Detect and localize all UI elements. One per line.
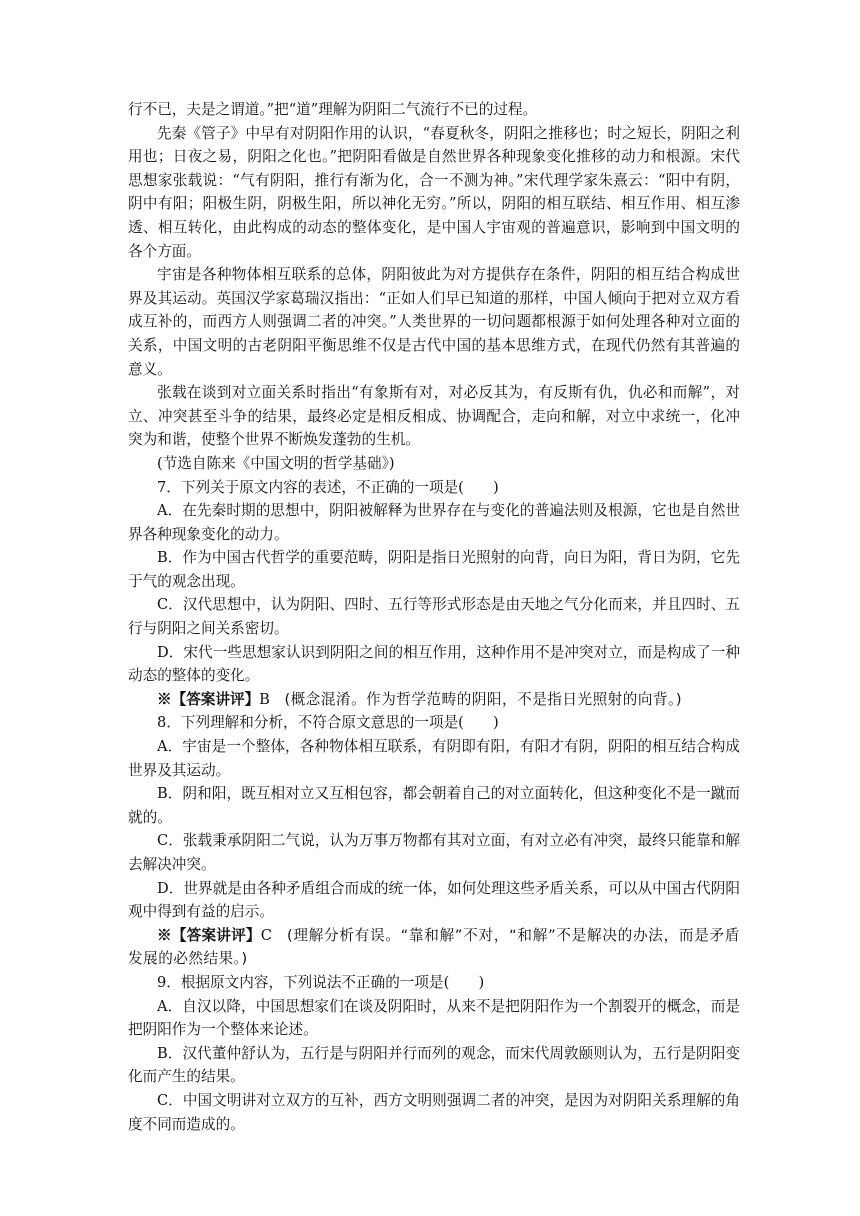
paragraph bbox=[128, 98, 740, 122]
paragraph bbox=[128, 452, 740, 476]
answer-mark: ※【答案讲评】 bbox=[157, 926, 261, 944]
answer-note: (概念混淆。作为哲学范畴的阴阳，不是指日光照射的向背。) bbox=[284, 690, 683, 708]
answer-letter: B bbox=[259, 690, 270, 708]
paragraph-text: 宇宙是各种物体相互联系的总体，阴阳彼此为对方提供存在条件，阴阳的相互结合构成世界及其运动。英国汉学家葛瑞汉指出：“正如人们早已知道的那样，中国人倾向于把对立双方看成互补的，而西方人则强调二者的冲突。”人类世界的一切问题都根源于如何处理各种对立面的关系，中国文明的古老阴阳平衡思维不仅是古代中国的基本思维方式，在现代仍然有其普遍的意义。 bbox=[128, 266, 740, 378]
paragraph-text: A．宇宙是一个整体，各种物体相互联系，有阴即有阳，有阳才有阴，阴阳的相互结合构成世界及其运动。 bbox=[128, 738, 740, 779]
paragraph-text: B．作为中国古代哲学的重要范畴，阴阳是指日光照射的向背，向日为阳，背日为阴，它先于气的观念出现。 bbox=[128, 549, 740, 590]
answer-explanation bbox=[128, 924, 740, 971]
paragraph bbox=[128, 782, 740, 829]
paragraph-text: 先秦《管子》中早有对阴阳作用的认识，“春夏秋冬，阴阳之推移也；时之短长，阴阳之利用也；日夜之易，阴阳之化也。”把阴阳看做是自然世界各种现象变化推移的动力和根源。宋代思想家张载说：“气有阴阳，推行有渐为化，合一不测为神。”宋代理学家朱熹云：“阳中有阴，阴中有阳；阳极生阴，阴极生阳，所以神化无穷。”所以，阴阳的相互联结、相互作用、相互渗透、相互转化，由此构成的动态的整体变化，是中国人宇宙观的普遍意识，影响到中国文明的各个方面。 bbox=[128, 124, 740, 260]
paragraph bbox=[128, 546, 740, 593]
paragraph-text: 行不已，夫是之谓道。”把“道”理解为阴阳二气流行不已的过程。 bbox=[128, 101, 538, 118]
paragraph-text: A．在先秦时期的思想中，阴阳被解释为世界存在与变化的普遍法则及根源，它也是自然世界各种现象变化的动力。 bbox=[128, 502, 740, 543]
paragraph bbox=[128, 122, 740, 264]
paragraph-text: C．汉代思想中，认为阴阳、四时、五行等形式形态是由天地之气分化而来，并且四时、五行与阴阳之间关系密切。 bbox=[128, 596, 740, 638]
paragraph-text: D．世界就是由各种矛盾组合而成的统一体，如何处理这些矛盾关系，可以从中国古代阴阳观中得到有益的启示。 bbox=[128, 879, 740, 921]
paragraph bbox=[128, 829, 740, 876]
paragraph bbox=[128, 971, 740, 995]
document-body bbox=[128, 98, 740, 1136]
paragraph-text: B．汉代董仲舒认为，五行是与阴阳并行而列的观念，而宋代周敦颐则认为，五行是阴阳变化而产生的结果。 bbox=[128, 1044, 740, 1086]
paragraph-text: C．中国文明讲对立双方的互补，西方文明则强调二者的冲突，是因为对阴阳关系理解的角度不同而造成的。 bbox=[128, 1091, 740, 1133]
paragraph bbox=[128, 1042, 740, 1089]
paragraph-text: D．宋代一些思想家认识到阴阳之间的相互作用，这种作用不是冲突对立，而是构成了一种动态的整体的变化。 bbox=[128, 643, 740, 685]
paragraph bbox=[128, 499, 740, 546]
answer-note: (理解分析有误。“靠和解”不对，“和解”不是解决的办法，而是矛盾发展的必然结果。) bbox=[128, 926, 740, 968]
answer-mark: ※【答案讲评】 bbox=[157, 690, 260, 708]
paragraph-text: 9．根据原文内容，下列说法不正确的一项是( ) bbox=[157, 973, 485, 991]
paragraph bbox=[128, 263, 740, 381]
paragraph bbox=[128, 711, 740, 735]
paragraph-text: C．张载秉承阴阳二气说，认为万事万物都有其对立面，有对立必有冲突，最终只能靠和解去解决冲突。 bbox=[128, 832, 740, 873]
paragraph bbox=[128, 735, 740, 782]
paragraph bbox=[128, 593, 740, 640]
paragraph bbox=[128, 995, 740, 1042]
paragraph bbox=[128, 381, 740, 452]
paragraph bbox=[128, 877, 740, 924]
paragraph-text: 张载在谈到对立面关系时指出“有象斯有对，对必反其为，有反斯有仇，仇必和而解”，对立、冲突甚至斗争的结果，最终必定是相反相成、协调配合，走向和解，对立中求统一，化冲突为和谐，使整个世界不断焕发蓬勃的生机。 bbox=[128, 384, 740, 449]
paragraph-text: 7．下列关于原文内容的表述，不正确的一项是( ) bbox=[157, 478, 499, 496]
answer-explanation bbox=[128, 688, 740, 712]
paragraph-text: 8．下列理解和分析，不符合原文意思的一项是( ) bbox=[157, 714, 499, 732]
paragraph-text: B．阴和阳，既互相对立又互相包容，都会朝着自己的对立面转化，但这种变化不是一蹴而就的。 bbox=[128, 785, 740, 826]
paragraph bbox=[128, 476, 740, 500]
answer-letter: C bbox=[260, 926, 272, 944]
paragraph-text: A．自汉以降，中国思想家们在谈及阴阳时，从来不是把阴阳作为一个割裂开的概念，而是把阴阳作为一个整体来论述。 bbox=[128, 997, 740, 1039]
paragraph bbox=[128, 1089, 740, 1136]
paragraph bbox=[128, 641, 740, 688]
paragraph-text: (节选自陈来《中国文明的哲学基础》) bbox=[157, 454, 395, 472]
